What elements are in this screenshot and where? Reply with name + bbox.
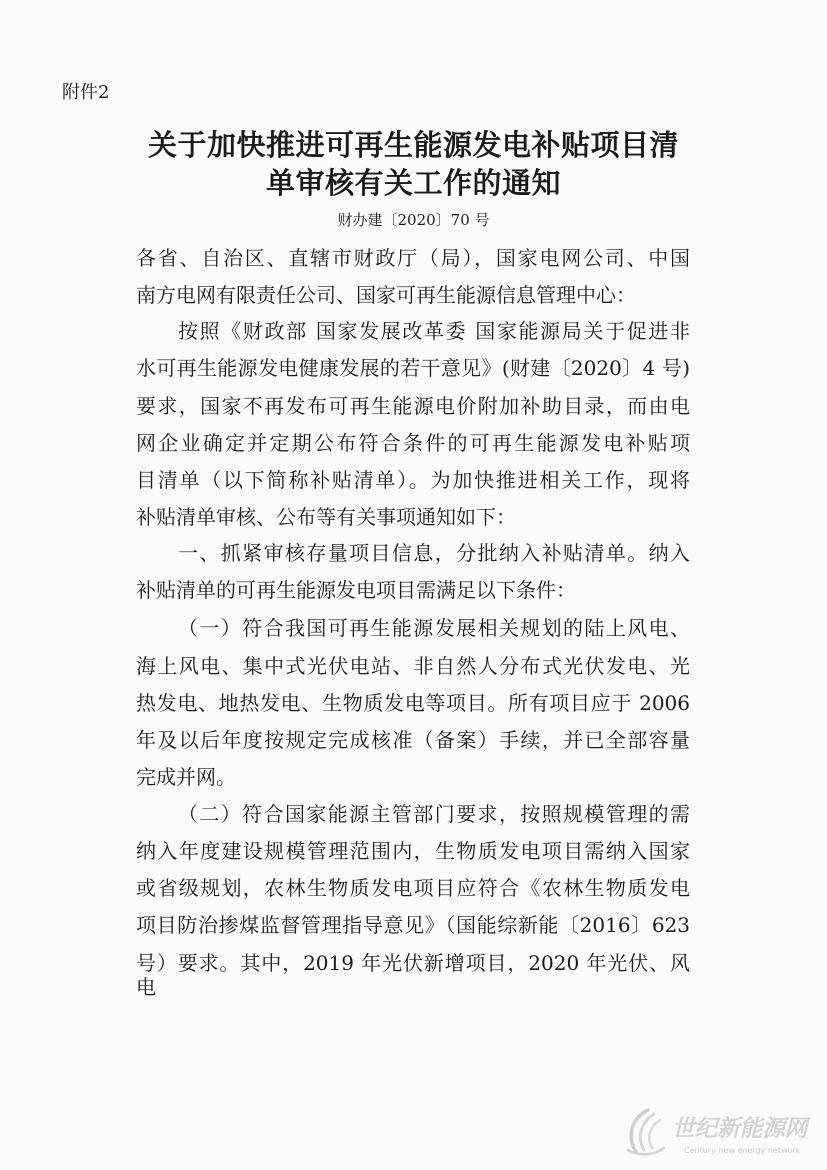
site-watermark [618, 1106, 818, 1162]
paragraph-line: 纳入年度建设规模管理范围内，生物质发电项目需纳入国家 [136, 839, 690, 863]
title-line-2: 单审核有关工作的通知 [265, 166, 561, 200]
paragraph-line: 网企业确定并定期公布符合条件的可再生能源发电补贴项 [136, 431, 690, 455]
paragraph-line: 水可再生能源发电健康发展的若干意见》(财建〔2020〕4 号) [136, 356, 690, 380]
paragraph-line: 补贴清单审核、公布等有关事项通知如下： [136, 505, 516, 529]
paragraph-line: 完成并网。 [136, 765, 236, 789]
paragraph-line: 补贴清单的可再生能源发电项目需满足以下条件： [136, 578, 576, 602]
paragraph-line: 年及以后年度按规定完成核准（备案）手续，并已全部容量 [136, 728, 690, 752]
section-heading-line: 一、抓紧审核存量项目信息，分批纳入补贴清单。纳入 [178, 541, 690, 565]
salutation-line: 南方电网有限责任公司、国家可再生能源信息管理中心： [136, 283, 636, 307]
list-item-line: （一）符合我国可再生能源发展相关规划的陆上风电、 [178, 616, 690, 640]
paragraph-line: 目清单（以下简称补贴清单）。为加快推进相关工作，现将 [136, 468, 690, 492]
paragraph-line: 按照《财政部 国家发展改革委 国家能源局关于促进非 [178, 319, 690, 343]
watermark-site-name: 世纪新能源网 [672, 1116, 807, 1142]
title-line-1: 关于加快推进可再生能源发电补贴项目清 [147, 128, 679, 162]
paragraph-line: 或省级规划，农林生物质发电项目应符合《农林生物质发电 [136, 876, 690, 900]
paragraph-line: 项目防治掺煤监督管理指导意见》（国能综新能〔2016〕623 [136, 913, 690, 937]
paragraph-line: 号）要求。其中，2019 年光伏新增项目，2020 年光伏、风电 [136, 951, 690, 999]
document-number: 财办建〔2020〕70 号 [337, 211, 490, 229]
paragraph-line: 要求，国家不再发布可再生能源电价附加补助目录，而由电 [136, 394, 690, 418]
watermark-tagline: Century new energy network [684, 1146, 801, 1155]
list-item-line: （二）符合国家能源主管部门要求，按照规模管理的需 [178, 802, 690, 826]
swirl-logo-icon [618, 1106, 670, 1158]
attachment-label: 附件2 [62, 82, 110, 103]
salutation-line: 各省、自治区、直辖市财政厅（局），国家电网公司、中国 [136, 246, 690, 270]
paragraph-line: 海上风电、集中式光伏电站、非自然人分布式光伏发电、光 [136, 654, 690, 678]
paragraph-line: 热发电、地热发电、生物质发电等项目。所有项目应于 2006 [136, 691, 690, 715]
